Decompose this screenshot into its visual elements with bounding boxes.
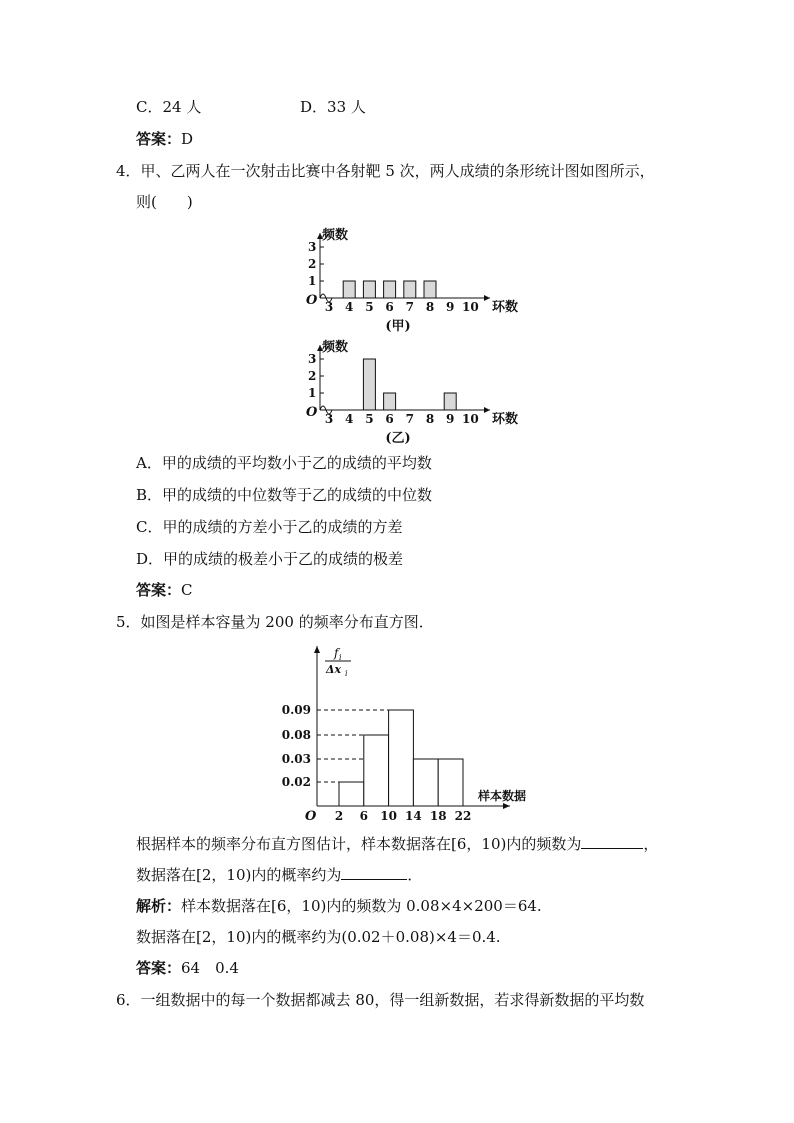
x-tick-label: 18	[429, 809, 447, 823]
x-axis-arrow	[503, 803, 510, 809]
bar	[363, 281, 375, 298]
q4-option-c: C．甲的成绩的方差小于乙的成绩的方差	[136, 518, 403, 536]
x-tick-label: 9	[446, 300, 455, 314]
answer-value: 64 0.4	[181, 959, 239, 977]
origin-label: O	[306, 293, 318, 308]
origin-label: O	[306, 405, 318, 420]
x-tick-label: 7	[405, 300, 414, 314]
q5-stem: 5．如图是样本容量为 200 的频率分布直方图．	[116, 613, 434, 631]
y-axis-arrow	[314, 646, 320, 653]
answer-label: 答案：	[136, 130, 182, 148]
y-tick-label: 2	[308, 369, 317, 383]
x-axis-label: 环数	[492, 412, 519, 427]
x-tick-label: 3	[324, 412, 334, 426]
x-tick-label: 4	[345, 300, 354, 314]
x-tick-label: 6	[385, 412, 394, 426]
q4-stem-line2: 则( )	[136, 193, 193, 211]
answer-value: D	[181, 130, 194, 148]
q5-question-line2	[136, 864, 422, 885]
bar	[444, 393, 456, 410]
x-axis-arrow	[484, 407, 490, 413]
x-tick-label: 10	[380, 809, 397, 823]
bar	[343, 281, 355, 298]
y-label-numerator: f	[334, 646, 339, 660]
bar	[384, 393, 396, 410]
q4-option-b: B．甲的成绩的中位数等于乙的成绩的中位数	[136, 486, 433, 504]
x-axis-label: 环数	[492, 300, 519, 315]
x-tick-label: 10	[462, 300, 479, 314]
x-tick-label: 2	[334, 809, 344, 823]
x-tick-label: 8	[425, 412, 435, 426]
y-axis-label: 频数	[322, 340, 349, 355]
y-tick-label: 1	[308, 386, 317, 400]
solution-text: 样本数据落在[6，10)内的频数为 0.08×4×200＝64.	[181, 897, 542, 915]
origin-label: O	[305, 809, 317, 824]
bar	[404, 281, 416, 298]
bar-chart-jia	[290, 215, 530, 335]
y-tick-label: 3	[308, 352, 317, 366]
x-tick-label: 22	[454, 809, 472, 823]
x-tick-label: 4	[345, 412, 354, 426]
answer-label: 答案：	[136, 581, 182, 599]
x-tick-label: 5	[365, 412, 374, 426]
q5-solution-line1	[136, 896, 542, 916]
q4-option-a: A．甲的成绩的平均数小于乙的成绩的平均数	[136, 454, 432, 472]
q6-stem-line1: 6．一组数据中的每一个数据都减去 80，得一组新数据，若求得新数据的平均数	[116, 991, 645, 1009]
y-label-denominator: Δx	[326, 663, 342, 676]
y-tick-label: 3	[308, 240, 317, 254]
bar	[384, 281, 396, 298]
q3-option-c: C．24 人	[136, 98, 202, 116]
chart-title: (乙)	[385, 431, 411, 446]
q4-option-d: D．甲的成绩的极差小于乙的成绩的极差	[136, 550, 404, 568]
x-tick-label: 7	[405, 412, 414, 426]
y-tick-label: 0.03	[281, 752, 311, 766]
q5-punct: ．	[407, 866, 423, 884]
y-tick-label: 0.02	[281, 775, 311, 789]
bar-chart-yi	[290, 327, 530, 447]
q5-answer	[136, 958, 239, 978]
histogram-chart	[280, 640, 540, 825]
bar	[363, 359, 375, 410]
x-tick-label: 3	[324, 300, 334, 314]
q5-question-line1	[136, 833, 658, 854]
x-tick-label: 6	[359, 809, 368, 823]
answer-value: C	[181, 581, 193, 599]
x-tick-label: 5	[365, 300, 374, 314]
histogram-bar	[339, 782, 364, 806]
x-tick-label: 10	[462, 412, 479, 426]
y-tick-label: 0.09	[281, 703, 311, 717]
answer-blank	[581, 833, 643, 849]
x-tick-label: 14	[405, 809, 422, 823]
histogram-bar	[389, 710, 414, 806]
y-label-numerator-sub: i	[339, 653, 342, 662]
histogram-bar	[413, 759, 438, 806]
bar	[424, 281, 436, 298]
q5-question-text: 根据样本的频率分布直方图估计，样本数据落在[6，10)内的频数为	[136, 835, 582, 853]
q5-solution-line2: 数据落在[2，10)内的概率约为(0.02＋0.08)×4＝0.4.	[136, 928, 501, 946]
q3-option-d: D．33 人	[300, 98, 366, 116]
q4-answer	[136, 580, 193, 600]
x-tick-label: 8	[425, 300, 435, 314]
q4-stem-line1: 4．甲、乙两人在一次射击比赛中各射靶 5 次，两人成绩的条形统计图如图所示，	[116, 162, 655, 180]
y-axis-label: 频数	[322, 228, 349, 243]
histogram-bar	[438, 759, 463, 806]
q3-answer	[136, 129, 193, 149]
y-tick-label: 1	[308, 274, 317, 288]
q5-punct: ，	[643, 835, 659, 853]
y-label-denominator-sub: i	[345, 669, 348, 678]
answer-blank	[341, 864, 407, 880]
histogram-bar	[364, 735, 389, 806]
solution-label: 解析：	[136, 897, 182, 915]
y-tick-label: 2	[308, 257, 317, 271]
answer-label: 答案：	[136, 959, 182, 977]
chart-title: (甲)	[385, 319, 411, 334]
x-axis-label: 样本数据	[478, 789, 527, 803]
q5-question-text: 数据落在[2，10)内的概率约为	[136, 866, 342, 884]
x-tick-label: 6	[385, 300, 394, 314]
x-tick-label: 9	[446, 412, 455, 426]
y-tick-label: 0.08	[281, 728, 311, 742]
x-axis-arrow	[484, 295, 490, 301]
